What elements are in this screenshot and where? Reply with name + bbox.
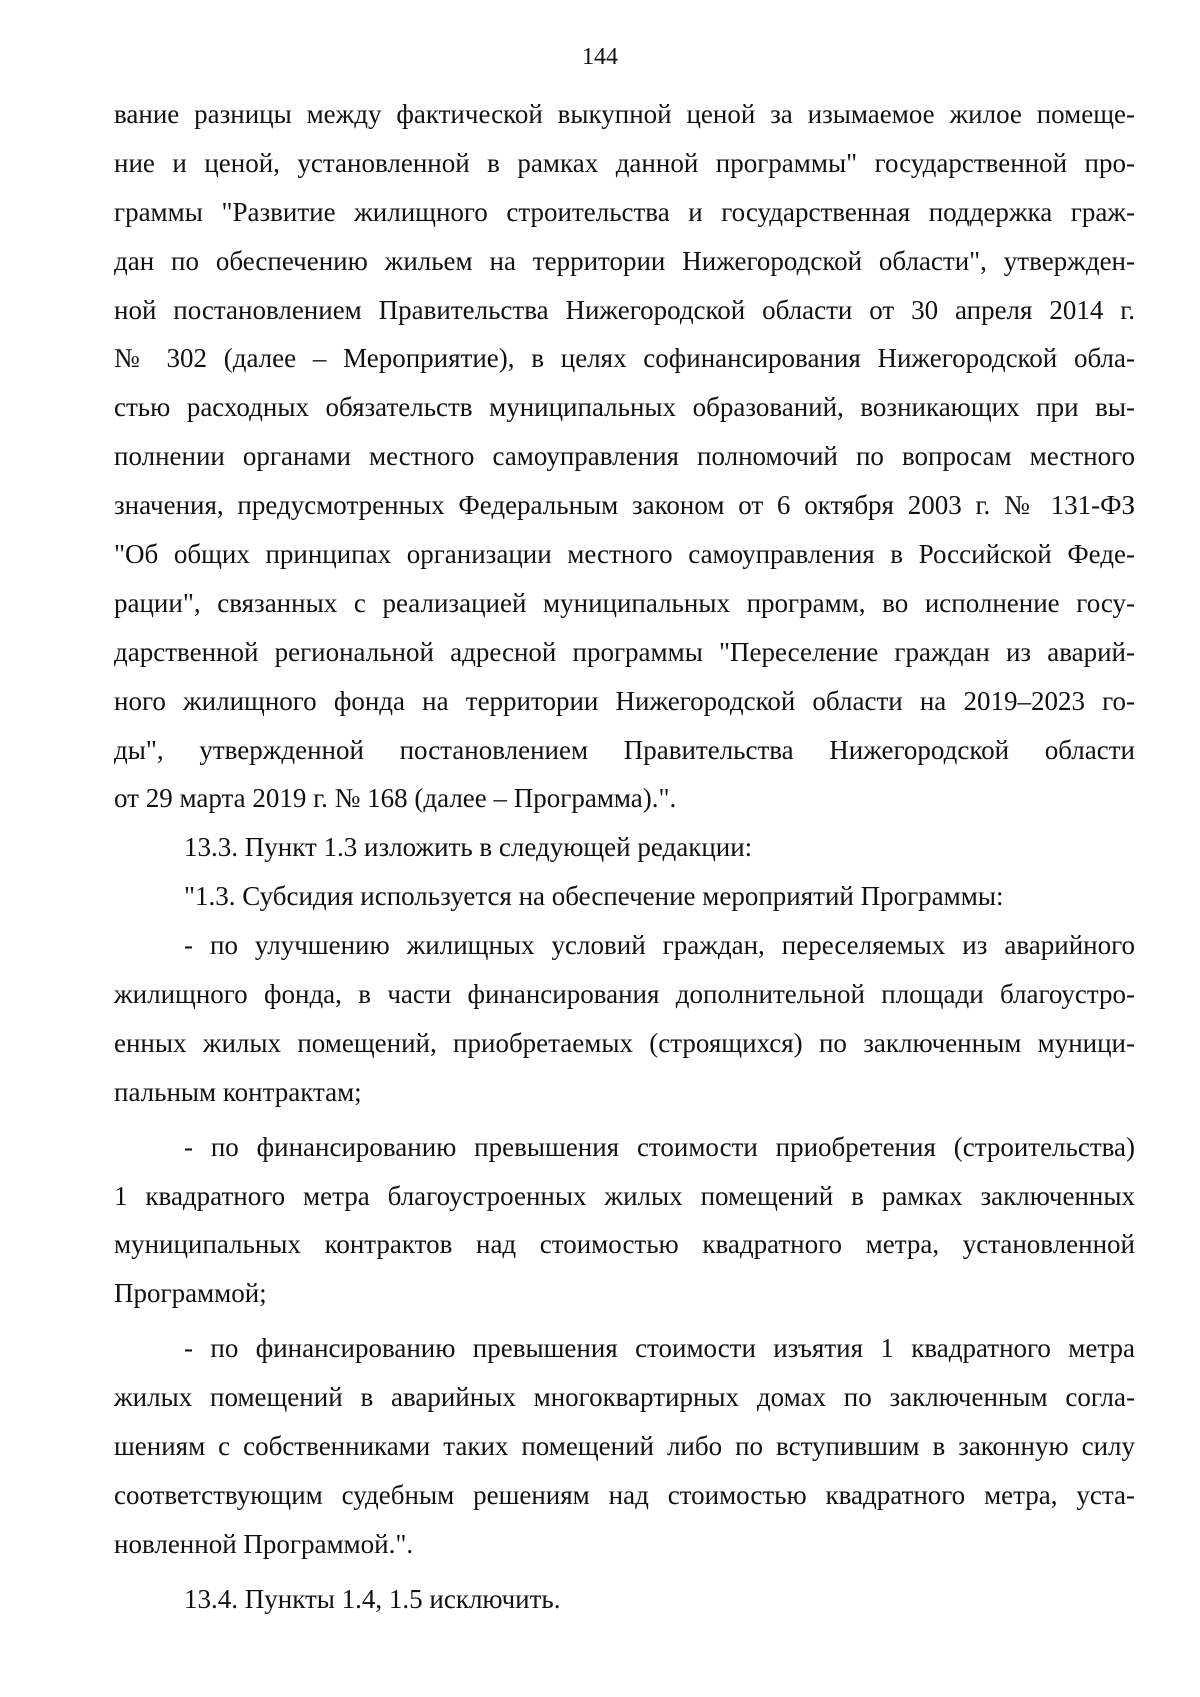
text-line: значения, предусмотренных Федеральным законом от 6 октября 2003 г. № 131-ФЗ bbox=[114, 490, 1135, 521]
text-line: ние и ценой, установленной в рамках данной программы" государственной про- bbox=[114, 147, 1135, 178]
text-line: рации", связанных с реализацией муниципальных программ, во исполнение госу- bbox=[114, 587, 1135, 618]
text-line: жилых помещений в аварийных многоквартирных домах по заключенным согла- bbox=[114, 1382, 1135, 1413]
text-line: "Об общих принципах организации местного самоуправления в Российской Феде- bbox=[114, 539, 1135, 570]
text-line: новленной Программой.". bbox=[114, 1528, 414, 1559]
text-line: пальным контрактам; bbox=[114, 1076, 362, 1107]
document-body bbox=[114, 90, 1135, 1624]
text-line: дан по обеспечению жильем на территории Нижегородской области", утвержден- bbox=[114, 245, 1135, 276]
text-line: ной постановлением Правительства Нижегородской области от 30 апреля 2014 г. bbox=[114, 294, 1135, 325]
text-line: шениям с собственниками таких помещений либо по вступившим в законную силу bbox=[114, 1431, 1135, 1462]
paragraph-13-4: 13.4. Пункты 1.4, 1.5 исключить. bbox=[184, 1583, 561, 1614]
text-line: енных жилых помещений, приобретаемых (строящихся) по заключенным муници- bbox=[114, 1027, 1135, 1058]
paragraph-13-3: 13.3. Пункт 1.3 изложить в следующей редакции: bbox=[184, 832, 753, 863]
text-line: полнении органами местного самоуправления полномочий по вопросам местного bbox=[114, 441, 1135, 472]
quoted-paragraph-1-3: "1.3. Субсидия используется на обеспечение мероприятий Программы: bbox=[184, 881, 1004, 912]
text-line: жилищного фонда, в части финансирования дополнительной площади благоустро- bbox=[114, 979, 1135, 1010]
text-line: соответствующим судебным решениям над стоимостью квадратного метра, уста- bbox=[114, 1479, 1135, 1510]
text-line: стью расходных обязательств муниципальных образований, возникающих при вы- bbox=[114, 392, 1135, 423]
list-item-line: - по финансированию превышения стоимости приобретения (строительства) bbox=[184, 1131, 1135, 1162]
list-item-line: - по финансированию превышения стоимости изъятия 1 квадратного метра bbox=[184, 1333, 1135, 1364]
list-item-line: - по улучшению жилищных условий граждан, переселяемых из аварийного bbox=[184, 930, 1135, 961]
text-line: ды", утвержденной постановлением Правительства Нижегородской области bbox=[114, 734, 1135, 765]
text-line: № 302 (далее – Мероприятие), в целях софинансирования Нижегородской обла- bbox=[114, 343, 1135, 374]
text-line: дарственной региональной адресной программы "Переселение граждан из аварий- bbox=[114, 636, 1135, 667]
text-line: ного жилищного фонда на территории Нижегородской области на 2019–2023 го- bbox=[114, 685, 1135, 716]
text-line: граммы "Развитие жилищного строительства и государственная поддержка граж- bbox=[114, 196, 1135, 227]
text-line: вание разницы между фактической выкупной ценой за изымаемое жилое помеще- bbox=[114, 99, 1135, 129]
page-number: 144 bbox=[582, 44, 618, 70]
text-line: Программой; bbox=[114, 1278, 267, 1309]
text-line: муниципальных контрактов над стоимостью квадратного метра, установленной bbox=[114, 1229, 1135, 1260]
text-line: от 29 марта 2019 г. № 168 (далее – Программа).". bbox=[114, 783, 677, 814]
text-line: 1 квадратного метра благоустроенных жилых помещений в рамках заключенных bbox=[114, 1180, 1135, 1211]
